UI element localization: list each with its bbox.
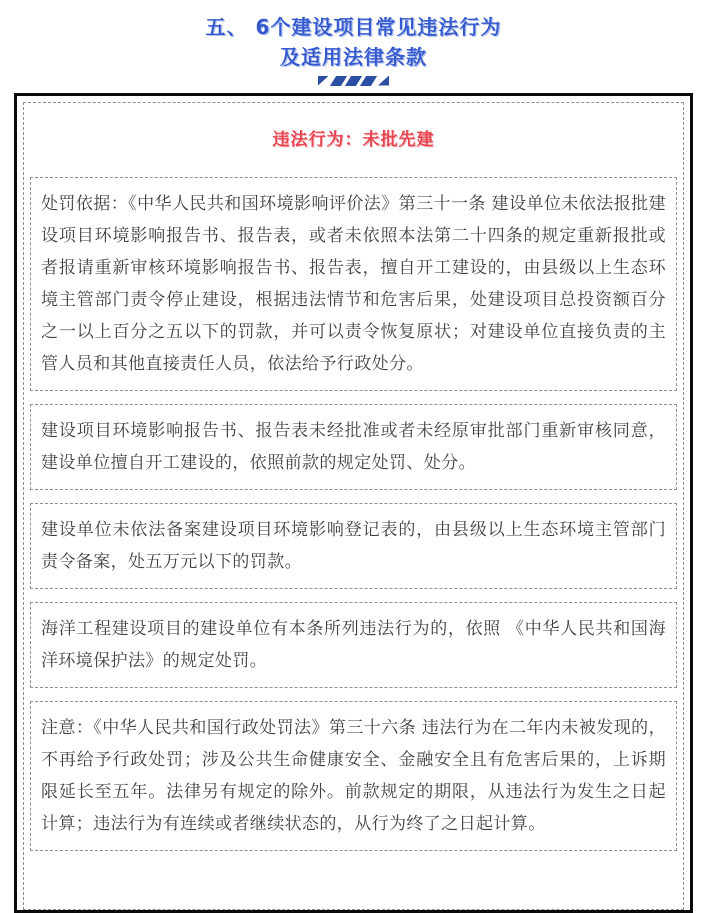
slash-stripes-icon: [0, 75, 707, 86]
law-paragraph-unapproved-construction: 建设项目环境影响报告书、报告表未经批准或者未经原审批部门重新审核同意，建设单位擅自开工建设的，依照前款的规定处罚、处分。: [30, 404, 677, 490]
law-paragraph-penalty-basis: 处罚依据：《中华人民共和国环境影响评价法》第三十一条 建设单位未依法报批建设项目环境影响报告书、报告表，或者未依照本法第二十四条的规定重新报批或者报请重新审核环境影响报告书、报告表，擅自开工建设的，由县级以上生态环境主管部门责令停止建设，根据违法情节和危害后果，处建设项目总投资额百分之一以上百分之五以下的罚款，并可以责令恢复原状；对建设单位直接负责的主管人员和其他直接责任人员，依法给予行政处分。: [30, 177, 677, 391]
slash-shape-icon: [318, 76, 329, 86]
page-title-line-1: 五、 6个建设项目常见违法行为: [205, 15, 502, 39]
law-paragraph-marine-projects: 海洋工程建设项目的建设单位有本条所列违法行为的，依照 《中华人民共和国海洋环境保护法》的规定处罚。: [30, 602, 677, 688]
slash-shape-icon: [360, 76, 377, 86]
law-panel-inner-border: [23, 102, 684, 910]
violation-header: 违法行为：未批先建: [272, 130, 435, 150]
slash-shape-icon: [378, 76, 389, 86]
page-title-line-2: 及适用法律条款: [280, 45, 427, 69]
law-paragraph-note-limitation: 注意：《中华人民共和国行政处罚法》第三十六条 违法行为在二年内未被发现的，不再给予行政处罚；涉及公共生命健康安全、金融安全且有危害后果的，上诉期限延长至五年。法律另有规定的除外。前款规定的期限，从违法行为发生之日起计算；违法行为有连续或者继续状态的，从行为终了之日起计算。: [30, 701, 677, 851]
law-panel: [14, 93, 693, 913]
page-title: [0, 0, 707, 86]
law-paragraph-registration-form: 建设单位未依法备案建设项目环境影响登记表的，由县级以上生态环境主管部门责令备案，处五万元以下的罚款。: [30, 503, 677, 589]
